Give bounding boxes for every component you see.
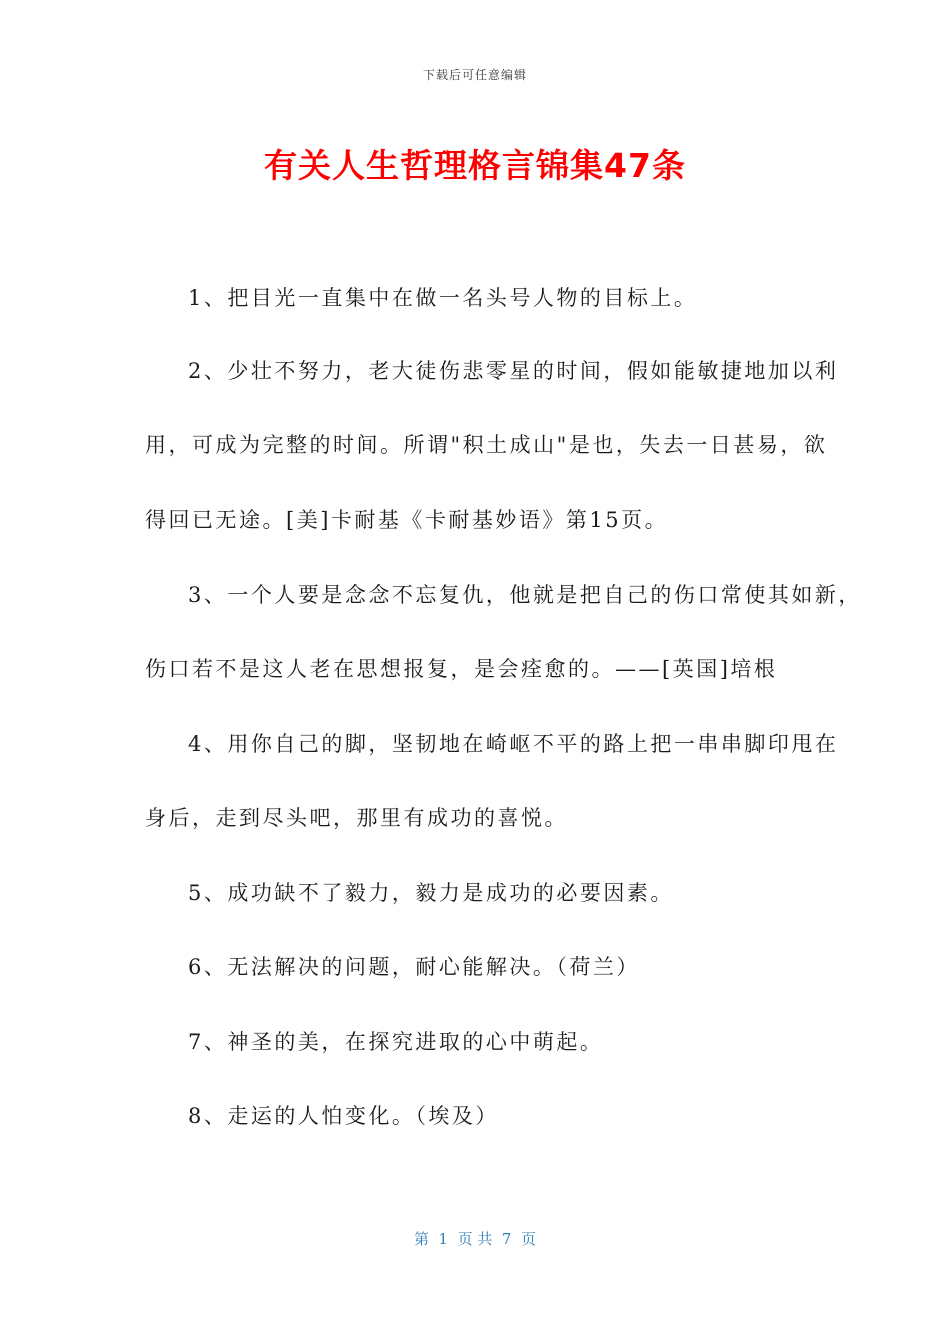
quote-line: 3、一个人要是念念不忘复仇，他就是把自己的伤口常使其如新， [188,583,862,607]
quote-line: 5、成功缺不了毅力，毅力是成功的必要因素。 [188,881,674,905]
quote-line: 7、神圣的美，在探究进取的心中萌起。 [188,1030,604,1054]
page-footer: 第 1 页 共 7 页 [414,1230,536,1248]
document-title: 有关人生哲理格言锦集47条 [264,146,686,185]
quote-line: 用，可成为完整的时间。所谓"积土成山"是也，失去一日甚易，欲 [145,433,828,457]
header-note: 下载后可任意编辑 [422,68,527,82]
quote-line: 得回已无途。[美]卡耐基《卡耐基妙语》第15页。 [145,508,669,532]
quote-line: 2、少壮不努力，老大徒伤悲零星的时间，假如能敏捷地加以利 [188,359,839,383]
quote-line: 身后，走到尽头吧，那里有成功的喜悦。 [145,806,568,830]
quote-line: 1、把目光一直集中在做一名头号人物的目标上。 [188,286,698,310]
quote-line: 6、无法解决的问题，耐心能解决。（荷兰） [188,955,640,979]
quote-line: 伤口若不是这人老在思想报复，是会痊愈的。——[英国]培根 [145,657,778,681]
quote-line: 8、走运的人怕变化。（埃及） [188,1104,499,1128]
quote-line: 4、用你自己的脚，坚韧地在崎岖不平的路上把一串串脚印甩在 [188,732,839,756]
